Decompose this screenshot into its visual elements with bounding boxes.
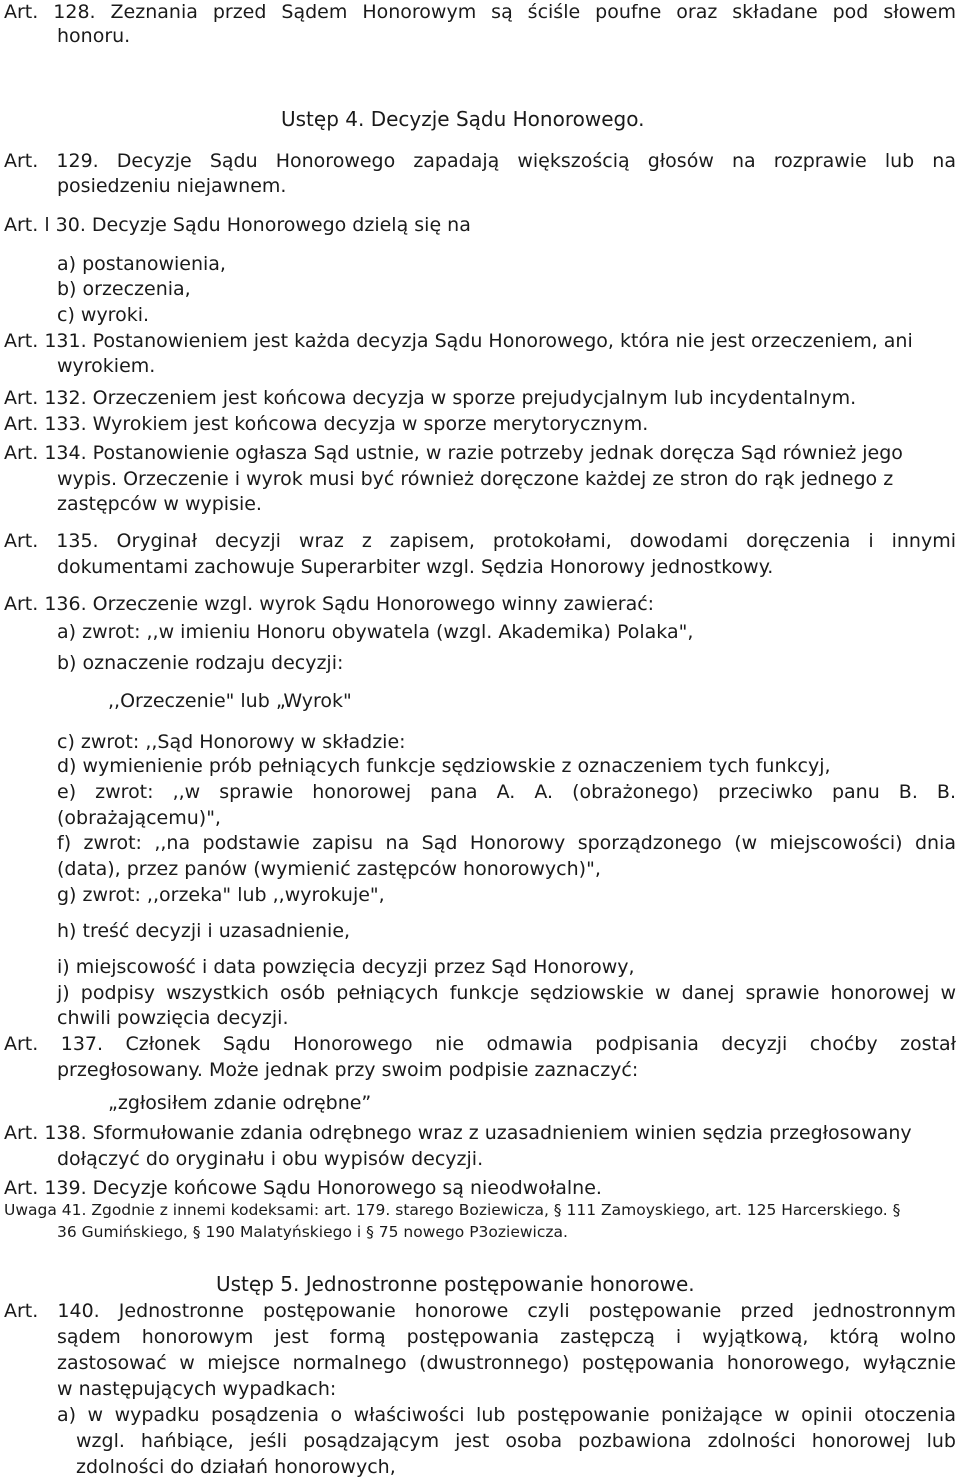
- art-136-item-f-line-1: f) zwrot: ,,na podstawie zapisu na Sąd Honorowy sporządzonego (w miejscowości) dnia: [57, 832, 956, 854]
- note-41-line-2: 36 Gumińskiego, § 190 Malatyńskiego i § 75 nowego P3oziewicza.: [57, 1223, 568, 1241]
- art-128-line-1: Art. 128. Zeznania przed Sądem Honorowym są ściśle poufne oraz składane pod słowem: [4, 1, 956, 23]
- art-134-line-1: Art. 134. Postanowienie ogłasza Sąd ustnie, w razie potrzeby jednak doręcza Sąd również jego: [4, 442, 903, 464]
- art-136-item-e-line-2: (obrażającemu)",: [57, 807, 221, 829]
- art-138-line-2: dołączyć do oryginału i obu wypisów decyzji.: [57, 1148, 484, 1170]
- art-140-line-1: Art. 140. Jednostronne postępowanie honorowe czyli postępowanie przed jednostronnym: [4, 1300, 956, 1322]
- art-129-line-2: posiedzeniu niejawnem.: [57, 175, 287, 197]
- note-41-line-1: Uwaga 41. Zgodnie z innemi kodeksami: art. 179. starego Boziewicza, § 111 Zamoyskiego, art. 125 Harcerskiego. §: [4, 1201, 901, 1219]
- art-136-item-c: c) zwrot: ,,Sąd Honorowy w składzie:: [57, 731, 406, 753]
- art-130-item-c: c) wyroki.: [57, 304, 150, 326]
- art-130-item-b: b) orzeczenia,: [57, 278, 191, 300]
- art-137-line-1: Art. 137. Członek Sądu Honorowego nie odmawia podpisania decyzji choćby został: [4, 1033, 956, 1055]
- art-139-line: Art. 139. Decyzje końcowe Sądu Honorowego są nieodwołalne.: [4, 1177, 602, 1199]
- art-131-line-1: Art. 131. Postanowieniem jest każda decyzja Sądu Honorowego, która nie jest orzeczeniem, ani: [4, 330, 913, 352]
- art-131-line-2: wyrokiem.: [57, 355, 156, 377]
- art-140-item-a-line-3: zdolności do działań honorowych,: [76, 1456, 396, 1478]
- art-140-item-a-line-2: wzgl. hańbiące, jeśli posądzającym jest osoba pozbawiona zdolności honorowej lub: [76, 1430, 956, 1452]
- art-136-item-a: a) zwrot: ,,w imieniu Honoru obywatela (wzgl. Akademika) Polaka",: [57, 621, 694, 643]
- art-136-line: Art. 136. Orzeczenie wzgl. wyrok Sądu Honorowego winny zawierać:: [4, 593, 655, 615]
- art-140-line-3: zastosować w miejsce normalnego (dwustronnego) postępowania honorowego, wyłącznie: [57, 1352, 956, 1374]
- art-136-quote-orzeczenie: ,,Orzeczenie" lub „Wyrok": [108, 690, 352, 712]
- art-136-item-f-line-2: (data), przez panów (wymienić zastępców honorowych)",: [57, 858, 601, 880]
- art-132-line: Art. 132. Orzeczeniem jest końcowa decyzja w sporze prejudycjalnym lub incydentalnym.: [4, 387, 857, 409]
- art-134-line-2: wypis. Orzeczenie i wyrok musi być również doręczone każdej ze stron do rąk jednego z: [57, 468, 894, 490]
- art-140-line-2: sądem honorowym jest formą postępowania zastępczą i wyjątkową, którą wolno: [57, 1326, 956, 1348]
- art-133-line: Art. 133. Wyrokiem jest końcowa decyzja w sporze merytorycznym.: [4, 413, 649, 435]
- art-137-line-2: przegłosowany. Może jednak przy swoim podpisie zaznaczyć:: [57, 1059, 639, 1081]
- art-136-item-j-line-2: chwili powzięcia decyzji.: [57, 1007, 289, 1029]
- art-136-item-b: b) oznaczenie rodzaju decyzji:: [57, 652, 344, 674]
- art-138-line-1: Art. 138. Sformułowanie zdania odrębnego wraz z uzasadnieniem winien sędzia przegłosowany: [4, 1122, 912, 1144]
- art-140-line-4: w następujących wypadkach:: [57, 1378, 337, 1400]
- art-129-line-1: Art. 129. Decyzje Sądu Honorowego zapadają większością głosów na rozprawie lub na: [4, 150, 956, 172]
- art-136-item-e-line-1: e) zwrot: ,,w sprawie honorowej pana A. A. (obrażonego) przeciwko panu B. B.: [57, 781, 956, 803]
- section-heading-ustep-4: Ustęp 4. Decyzje Sądu Honorowego.: [281, 107, 645, 131]
- art-130-line: Art. l 30. Decyzje Sądu Honorowego dzielą się na: [4, 214, 471, 236]
- art-130-item-a: a) postanowienia,: [57, 253, 226, 275]
- section-heading-ustep-5: Ustęp 5. Jednostronne postępowanie honorowe.: [216, 1272, 695, 1296]
- art-136-item-g: g) zwrot: ,,orzeka" lub ,,wyrokuje",: [57, 884, 385, 906]
- art-136-item-h: h) treść decyzji i uzasadnienie,: [57, 920, 351, 942]
- art-136-item-j-line-1: j) podpisy wszystkich osób pełniących funkcje sędziowskie w danej sprawie honorowej w: [57, 982, 956, 1004]
- art-137-quote: „zgłosiłem zdanie odrębne”: [108, 1092, 372, 1114]
- art-134-line-3: zastępców w wypisie.: [57, 493, 262, 515]
- art-128-line-2: honoru.: [57, 25, 131, 47]
- art-136-item-i: i) miejscowość i data powzięcia decyzji przez Sąd Honorowy,: [57, 956, 635, 978]
- art-135-line-2: dokumentami zachowuje Superarbiter wzgl. Sędzia Honorowy jednostkowy.: [57, 556, 774, 578]
- art-135-line-1: Art. 135. Oryginał decyzji wraz z zapisem, protokołami, dowodami doręczenia i innymi: [4, 530, 956, 552]
- art-140-item-a-line-1: a) w wypadku posądzenia o właściwości lub postępowanie poniżające w opinii otoczenia: [57, 1404, 956, 1426]
- art-136-item-d: d) wymienienie prób pełniących funkcje sędziowskie z oznaczeniem tych funkcyj,: [57, 755, 831, 777]
